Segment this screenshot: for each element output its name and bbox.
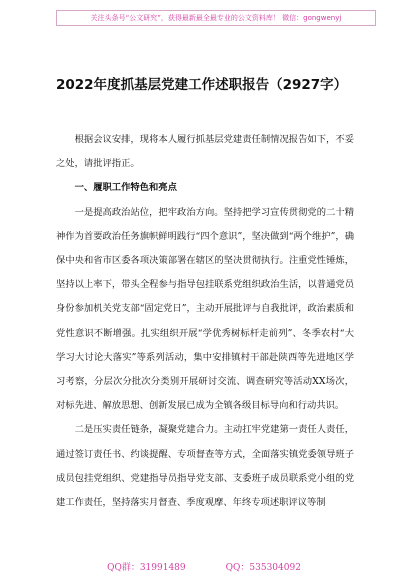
document-body (56, 128, 354, 515)
section-heading: 一、履职工作特色和亮点 (74, 182, 177, 194)
intro-paragraph: 根据会议安排，现将本人履行抓基层党建责任制情况报告如下，不妥之处，请批评指正。 (56, 134, 354, 170)
bottom-bar (0, 556, 408, 580)
document-title: 2022年度抓基层党建工作述职报告（2927字） (56, 77, 348, 93)
qq-group-label: QQ群：31991489 (107, 563, 186, 573)
top-banner: 关注头条号“公文研究”，获得最新最全最专业的公文资料库！ 微信：gongwenyj (56, 10, 376, 26)
paragraph-1: 一是提高政治站位，把牢政治方向。坚持把学习宣传贯彻党的二十精神作为首要政治任务旗帜鲜明践行“四个意识”，坚决做到“两个维护”，确保中央和省市区委各项决策部署在辖区的坚决贯彻执行。注重党性锤炼，坚持以上率下，带头全程参与指导包挂联系党组织政治生活，以普通党员身份参加机关党支部“固定党日”，主动开展批评与自我批评，政治素质和党性意识不断增强。扎实组织开展“学优秀树标杆走前列”、冬季农村“大学习大讨论大落实”等系列活动，集中安排镇村干部赴陕西等先进地区学习考察，分层次分批次分类别开展研讨交流、调查研究等活动XX场次，对标先进、解放思想、创新发展已成为全镇各级目标导向和行动共识。 (56, 206, 354, 412)
paragraph-2: 二是压实责任链条，凝聚党建合力。主动扛牢党建第一责任人责任，通过签订责任书、约谈提醒、专项督查等方式，全面落实镇党委领导班子成员包挂党组织、党建指导员指导党支部、支委班子成员联系党小组的党建工作责任，坚持落实月督查、季度观摩、年终专项述职评议等制 (56, 424, 354, 509)
qq-label: QQ：535304092 (225, 563, 301, 573)
